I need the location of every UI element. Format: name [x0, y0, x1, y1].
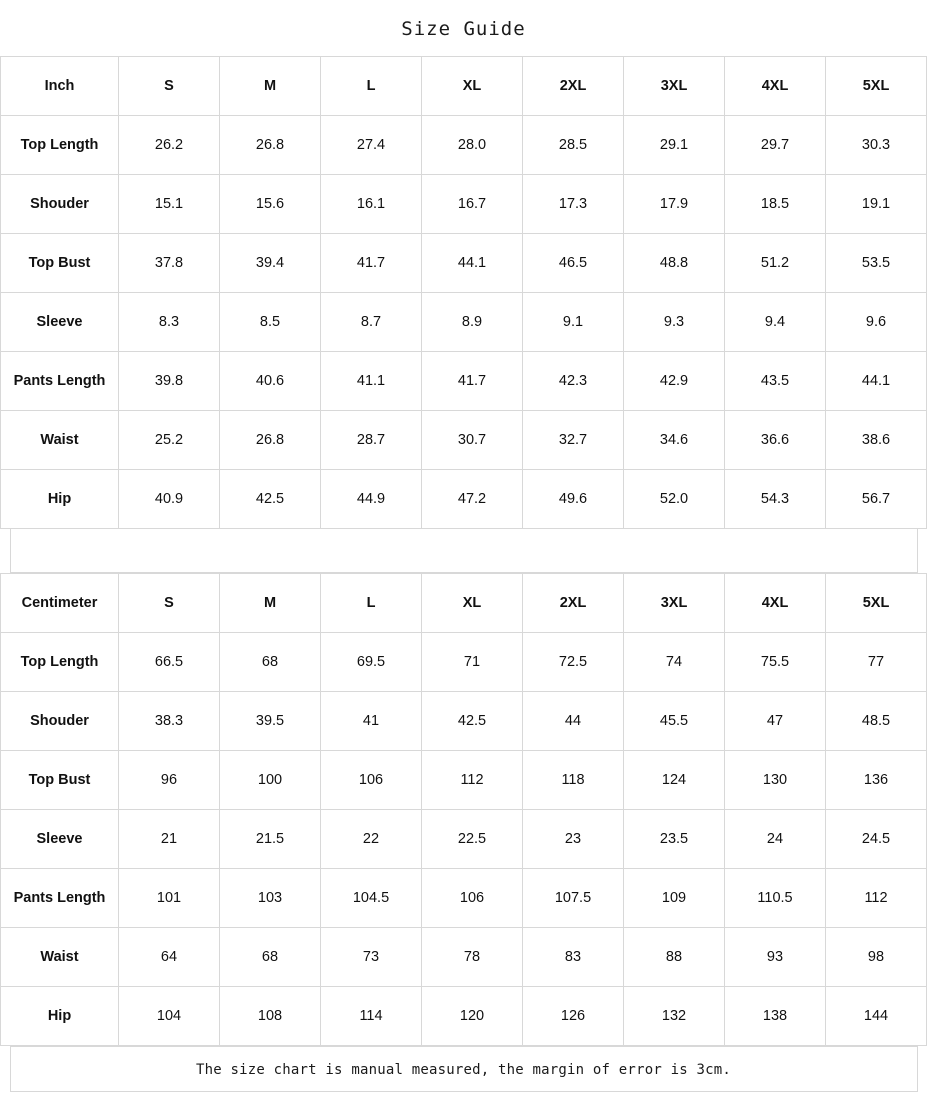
column-header-3xl: 3XL [624, 574, 725, 633]
cell: 39.8 [119, 352, 220, 411]
cell: 136 [826, 751, 927, 810]
cell: 17.9 [624, 175, 725, 234]
cell: 29.7 [725, 116, 826, 175]
cell: 42.5 [220, 470, 321, 529]
cell: 8.9 [422, 293, 523, 352]
cell: 44.1 [422, 234, 523, 293]
cell: 30.7 [422, 411, 523, 470]
cell: 75.5 [725, 633, 826, 692]
cell: 23.5 [624, 810, 725, 869]
cell: 42.3 [523, 352, 624, 411]
cell: 41.1 [321, 352, 422, 411]
table-row [1, 116, 927, 175]
cell: 39.5 [220, 692, 321, 751]
cell: 9.1 [523, 293, 624, 352]
column-header-3xl: 3XL [624, 57, 725, 116]
column-header-4xl: 4XL [725, 57, 826, 116]
column-header-4xl: 4XL [725, 574, 826, 633]
cell: 144 [826, 987, 927, 1046]
row-label: Sleeve [1, 810, 119, 869]
cell: 25.2 [119, 411, 220, 470]
cell: 9.4 [725, 293, 826, 352]
table-row [1, 633, 927, 692]
row-label: Hip [1, 987, 119, 1046]
cell: 120 [422, 987, 523, 1046]
cell: 8.5 [220, 293, 321, 352]
column-header-l: L [321, 574, 422, 633]
cell: 68 [220, 633, 321, 692]
cell: 16.1 [321, 175, 422, 234]
cell: 28.0 [422, 116, 523, 175]
cell: 41.7 [321, 234, 422, 293]
cell: 22.5 [422, 810, 523, 869]
cell: 9.6 [826, 293, 927, 352]
cell: 24.5 [826, 810, 927, 869]
cell: 28.5 [523, 116, 624, 175]
cell: 47 [725, 692, 826, 751]
cell: 8.3 [119, 293, 220, 352]
table-row [1, 352, 927, 411]
cell: 78 [422, 928, 523, 987]
cell: 53.5 [826, 234, 927, 293]
cell: 118 [523, 751, 624, 810]
cell: 26.8 [220, 411, 321, 470]
row-label: Shouder [1, 175, 119, 234]
page-title: Size Guide [401, 18, 526, 40]
row-label: Hip [1, 470, 119, 529]
cell: 32.7 [523, 411, 624, 470]
cell: 112 [826, 869, 927, 928]
cell: 106 [321, 751, 422, 810]
column-header-2xl: 2XL [523, 57, 624, 116]
row-label: Pants Length [1, 869, 119, 928]
cell: 15.6 [220, 175, 321, 234]
row-label: Waist [1, 928, 119, 987]
table-row [1, 470, 927, 529]
table-row [1, 810, 927, 869]
cell: 26.2 [119, 116, 220, 175]
row-label: Sleeve [1, 293, 119, 352]
cell: 45.5 [624, 692, 725, 751]
cell: 18.5 [725, 175, 826, 234]
table-header-row [1, 57, 927, 116]
cell: 26.8 [220, 116, 321, 175]
cell: 34.6 [624, 411, 725, 470]
column-header-s: S [119, 574, 220, 633]
cell: 22 [321, 810, 422, 869]
cell: 42.9 [624, 352, 725, 411]
table-row [1, 751, 927, 810]
cell: 74 [624, 633, 725, 692]
size-table-inch [0, 56, 927, 529]
table-row [1, 411, 927, 470]
cell: 41 [321, 692, 422, 751]
column-header-m: M [220, 574, 321, 633]
cell: 49.6 [523, 470, 624, 529]
cell: 112 [422, 751, 523, 810]
cell: 17.3 [523, 175, 624, 234]
cell: 41.7 [422, 352, 523, 411]
column-header-xl: XL [422, 574, 523, 633]
cell: 38.6 [826, 411, 927, 470]
cell: 52.0 [624, 470, 725, 529]
measurement-disclaimer: The size chart is manual measured, the margin of error is 3cm. [10, 1046, 918, 1092]
cell: 71 [422, 633, 523, 692]
cell: 28.7 [321, 411, 422, 470]
row-label: Waist [1, 411, 119, 470]
cell: 23 [523, 810, 624, 869]
cell: 100 [220, 751, 321, 810]
cell: 51.2 [725, 234, 826, 293]
cell: 40.6 [220, 352, 321, 411]
table-row [1, 928, 927, 987]
cell: 9.3 [624, 293, 725, 352]
cell: 38.3 [119, 692, 220, 751]
cell: 48.8 [624, 234, 725, 293]
cell: 126 [523, 987, 624, 1046]
column-header-5xl: 5XL [826, 57, 927, 116]
column-header-l: L [321, 57, 422, 116]
cell: 44 [523, 692, 624, 751]
cell: 21 [119, 810, 220, 869]
cell: 46.5 [523, 234, 624, 293]
cell: 30.3 [826, 116, 927, 175]
cell: 130 [725, 751, 826, 810]
cell: 104.5 [321, 869, 422, 928]
cell: 83 [523, 928, 624, 987]
cell: 43.5 [725, 352, 826, 411]
size-table-centimeter [0, 573, 927, 1046]
unit-label-inch: Inch [1, 57, 119, 116]
table-row [1, 987, 927, 1046]
cell: 93 [725, 928, 826, 987]
cell: 44.9 [321, 470, 422, 529]
cell: 132 [624, 987, 725, 1046]
table-separator [10, 529, 918, 573]
cell: 39.4 [220, 234, 321, 293]
cell: 40.9 [119, 470, 220, 529]
cell: 68 [220, 928, 321, 987]
cell: 36.6 [725, 411, 826, 470]
column-header-2xl: 2XL [523, 574, 624, 633]
cell: 114 [321, 987, 422, 1046]
table-row [1, 293, 927, 352]
table-row [1, 869, 927, 928]
table-header-row [1, 574, 927, 633]
cell: 42.5 [422, 692, 523, 751]
row-label: Shouder [1, 692, 119, 751]
cell: 98 [826, 928, 927, 987]
cell: 27.4 [321, 116, 422, 175]
cell: 101 [119, 869, 220, 928]
cell: 37.8 [119, 234, 220, 293]
cell: 24 [725, 810, 826, 869]
column-header-m: M [220, 57, 321, 116]
cell: 66.5 [119, 633, 220, 692]
cell: 16.7 [422, 175, 523, 234]
cell: 88 [624, 928, 725, 987]
column-header-s: S [119, 57, 220, 116]
unit-label-centimeter: Centimeter [1, 574, 119, 633]
cell: 54.3 [725, 470, 826, 529]
row-label: Top Length [1, 116, 119, 175]
cell: 110.5 [725, 869, 826, 928]
cell: 48.5 [826, 692, 927, 751]
cell: 73 [321, 928, 422, 987]
cell: 96 [119, 751, 220, 810]
cell: 77 [826, 633, 927, 692]
row-label: Top Bust [1, 751, 119, 810]
row-label: Top Length [1, 633, 119, 692]
cell: 64 [119, 928, 220, 987]
cell: 108 [220, 987, 321, 1046]
cell: 15.1 [119, 175, 220, 234]
cell: 103 [220, 869, 321, 928]
cell: 19.1 [826, 175, 927, 234]
table-row [1, 692, 927, 751]
table-row [1, 175, 927, 234]
cell: 56.7 [826, 470, 927, 529]
cell: 138 [725, 987, 826, 1046]
column-header-5xl: 5XL [826, 574, 927, 633]
row-label: Pants Length [1, 352, 119, 411]
row-label: Top Bust [1, 234, 119, 293]
table-row [1, 234, 927, 293]
cell: 69.5 [321, 633, 422, 692]
cell: 107.5 [523, 869, 624, 928]
cell: 21.5 [220, 810, 321, 869]
cell: 8.7 [321, 293, 422, 352]
cell: 72.5 [523, 633, 624, 692]
cell: 106 [422, 869, 523, 928]
cell: 124 [624, 751, 725, 810]
cell: 47.2 [422, 470, 523, 529]
cell: 109 [624, 869, 725, 928]
column-header-xl: XL [422, 57, 523, 116]
cell: 44.1 [826, 352, 927, 411]
cell: 29.1 [624, 116, 725, 175]
cell: 104 [119, 987, 220, 1046]
